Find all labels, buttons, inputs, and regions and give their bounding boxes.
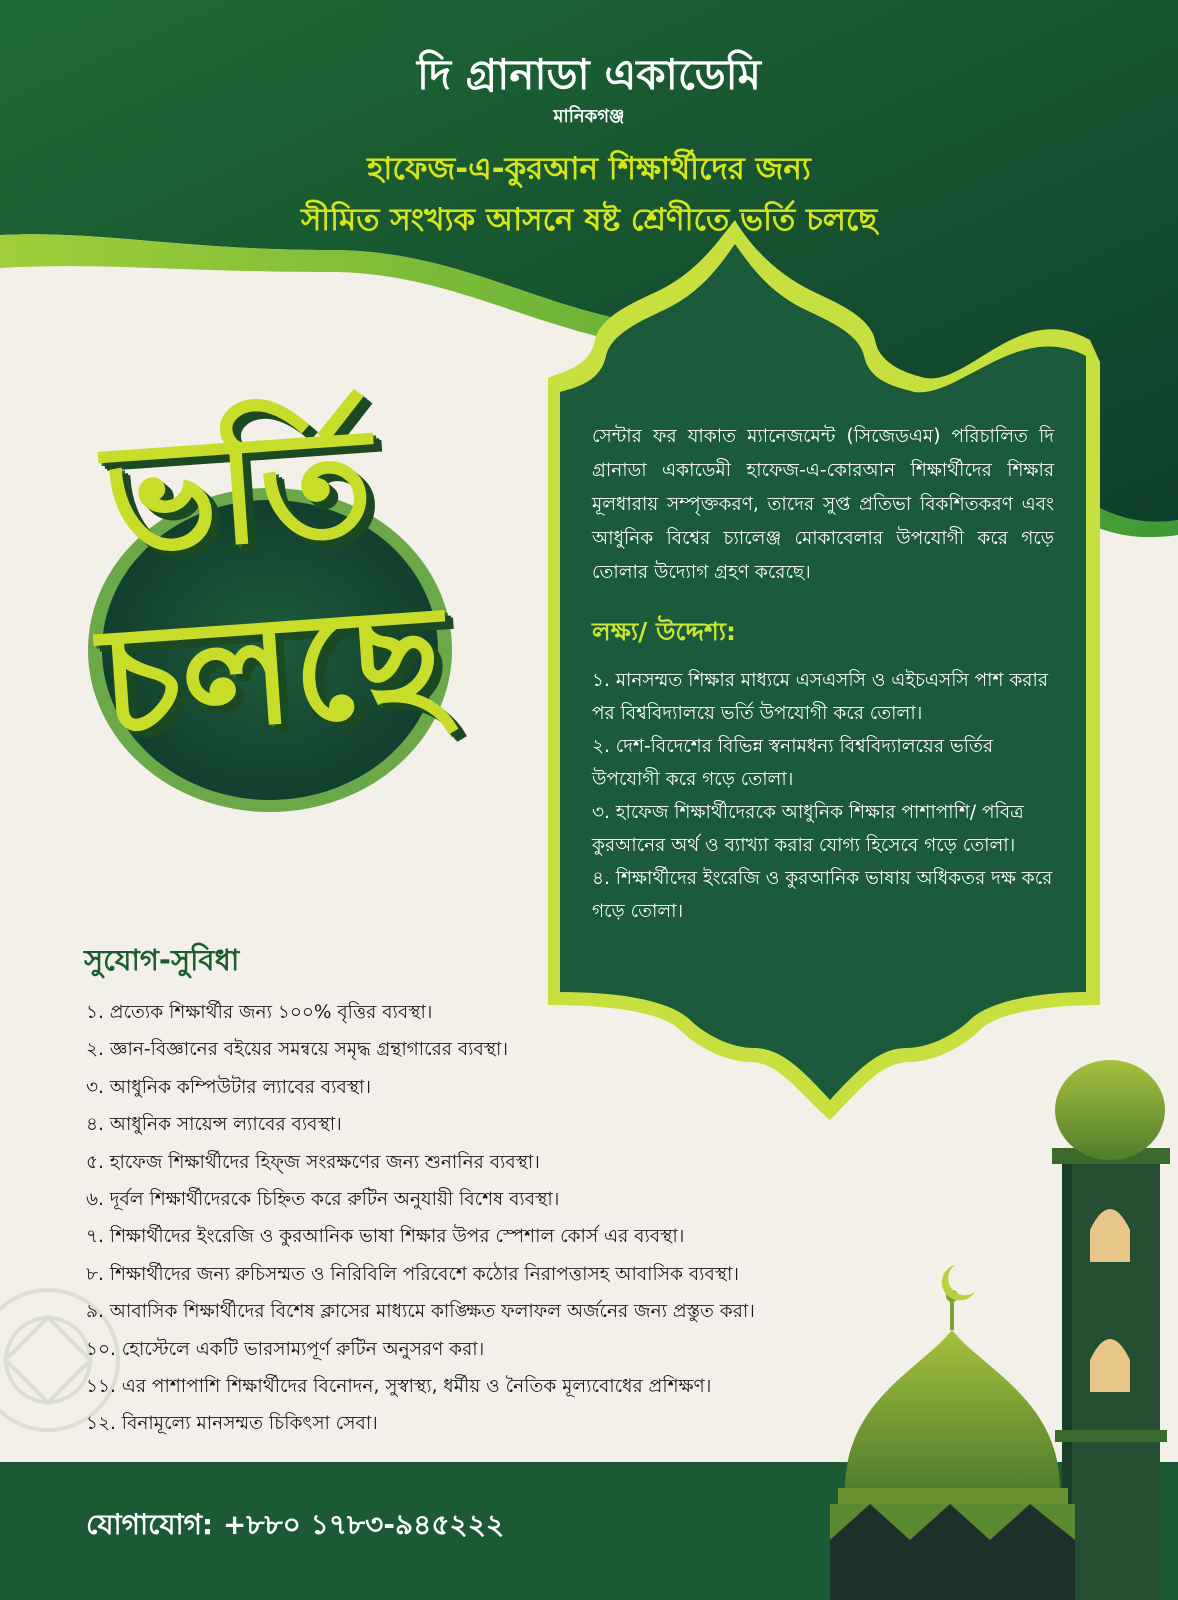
goal-item: ৪. শিক্ষার্থীদের ইংরেজি ও কুরআনিক ভাষায় অধিকতর দক্ষ করে গড়ে তোলা।	[592, 868, 1053, 922]
facilities-heading: সুযোগ-সুবিধা	[84, 943, 240, 977]
facility-item: ৮. শিক্ষার্থীদের জন্য রুচিসম্মত ও নিরিবিলি পরিবেশে কঠোর নিরাপত্তাসহ আবাসিক ব্যবস্থা।	[86, 1263, 740, 1285]
facility-item: ৯. আবাসিক শিক্ষার্থীদের বিশেষ ক্লাসের মাধ্যমে কাঙ্ক্ষিত ফলাফল অর্জনের জন্য প্রস্তুত করা।	[86, 1301, 755, 1323]
contact-phone: যোগাযোগ: +৮৮০ ১৭৮৩-৯৪৫২২২	[86, 1508, 505, 1541]
facility-item: ১০. হোস্টেলে একটি ভারসাম্যপূর্ণ রুটিন অনুসরণ করা।	[86, 1338, 485, 1360]
tagline-line-2: সীমিত সংখ্যক আসনে ষষ্ট শ্রেণীতে ভর্তি চলছে	[300, 202, 878, 238]
facility-item: ৭. শিক্ষার্থীদের ইংরেজি ও কুরআনিক ভাষা শিক্ষার উপর স্পেশাল কোর্স এর ব্যবস্থা।	[86, 1226, 685, 1248]
tagline-line-1: হাফেজ-এ-কুরআন শিক্ষার্থীদের জন্য	[367, 151, 811, 187]
admission-badge-word2: চলছে	[94, 570, 450, 770]
facility-item: ৫. হাফেজ শিক্ষার্থীদের হিফ্জ সংরক্ষণের জন্য শুনানির ব্যবস্থা।	[86, 1151, 540, 1173]
goals-list	[592, 664, 1066, 928]
goal-item: ২. দেশ-বিদেশের বিভিন্ন স্বনামধন্য বিশ্ববিদ্যালয়ের ভর্তির উপযোগী করে গড়ে তোলা।	[592, 736, 994, 790]
facility-item: ৩. আধুনিক কম্পিউটার ল্যাবের ব্যবস্থা।	[86, 1076, 371, 1098]
intro-paragraph: সেন্টার ফর যাকাত ম্যানেজমেন্ট (সিজেডএম) পরিচালিত দি গ্রানাডা একাডেমী হাফেজ-এ-কোরআন শিক্ষার্থীদের শিক্ষার মূলধারায় সম্পৃক্তকরণ, তাদের সুপ্ত প্রতিভা বিকশিতকরণ এবং আধুনিক বিশ্বের চ্যালেঞ্জ মোকাবেলার উপযোগী করে গড়ে তোলার উদ্যোগ গ্রহণ করেছে।	[592, 426, 1054, 583]
goals-heading: লক্ষ্য/ উদ্দেশ্য:	[592, 617, 737, 646]
facility-item: ১১. এর পাশাপাশি শিক্ষার্থীদের বিনোদন, সুস্বাস্থ্য, ধর্মীয় ও নৈতিক মূল্যবোধের প্রশিক্ষণ।	[86, 1375, 712, 1397]
facility-item: ৪. আধুনিক সায়েন্স ল্যাবের ব্যবস্থা।	[86, 1114, 342, 1136]
goal-item: ১. মানসম্মত শিক্ষার মাধ্যমে এসএসসি ও এইচএসসি পাশ করার পর বিশ্ববিদ্যালয়ে ভর্তি উপযোগী করে তোলা।	[592, 670, 1049, 724]
facility-item: ৬. দূর্বল শিক্ষার্থীদেরকে চিহ্নিত করে রুটিন অনুযায়ী বিশেষ ব্যবস্থা।	[86, 1188, 560, 1210]
facility-item: ১২. বিনামূল্যে মানসম্মত চিকিৎসা সেবা।	[86, 1413, 378, 1435]
facility-item: ১. প্রত্যেক শিক্ষার্থীর জন্য ১০০% বৃত্তির ব্যবস্থা।	[86, 1002, 433, 1023]
admission-badge-word1: ভর্তি	[99, 392, 379, 588]
facilities-list	[86, 994, 906, 1443]
academy-location: মানিকগঞ্জ	[553, 106, 625, 127]
facility-item: ২. জ্ঞান-বিজ্ঞানের বইয়ের সমন্বয়ে সমৃদ্ধ গ্রন্থাগারের ব্যবস্থা।	[86, 1039, 509, 1061]
goal-item: ৩. হাফেজ শিক্ষার্থীদেরকে আধুনিক শিক্ষার পাশাপাশি/ পবিত্র কুরআনের অর্থ ও ব্যাখ্যা করার যোগ্য হিসেবে গড়ে তোলা।	[592, 802, 1024, 856]
academy-title: দি গ্রানাডা একাডেমি	[417, 50, 761, 99]
